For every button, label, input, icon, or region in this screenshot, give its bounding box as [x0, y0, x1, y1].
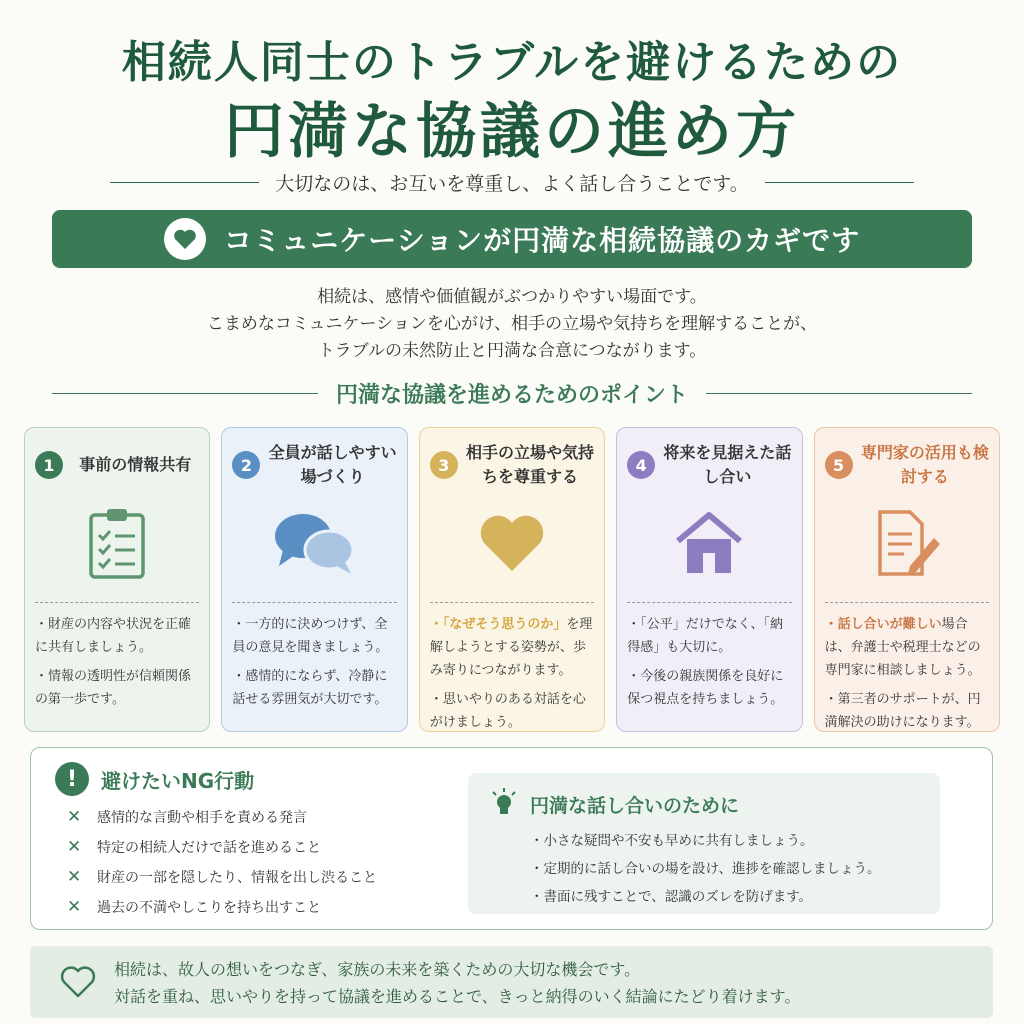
ng-item: ✕ 過去の不満やしこりを持ち出すこと [67, 897, 321, 917]
footer-line: 対話を重ね、思いやりを持って協議を進めることで、きっと納得のいく結論にたどり着けます。 [114, 987, 801, 1006]
heart-icon [164, 218, 206, 260]
exclamation-icon: ! [55, 762, 89, 796]
divider [706, 393, 972, 394]
point-number: 2 [232, 451, 260, 479]
point-bullet: ・「公平」だけでなく、「納得感」も大切に。 [627, 617, 783, 655]
point-card-1 [24, 427, 210, 732]
ng-title: 避けたいNG行動 [101, 768, 255, 793]
intro-text [0, 284, 1024, 365]
point-bullet: ・第三者のサポートが、円満解決の助けになります。 [824, 692, 981, 730]
point-bullet: ・財産の内容や状況を正確に共有しましょう。 [35, 617, 192, 655]
heart-icon [430, 498, 594, 588]
subtitle-row [110, 170, 914, 194]
ng-item: ✕ 財産の一部を隠したり、情報を出し渋ること [67, 867, 377, 887]
point-number: 1 [35, 451, 63, 479]
house-icon [627, 498, 791, 588]
speech-bubbles-icon [232, 498, 396, 588]
divider [35, 602, 199, 603]
cross-icon: ✕ [67, 897, 82, 917]
document-pen-icon [825, 498, 989, 588]
divider [52, 393, 318, 394]
clipboard-checklist-icon [35, 498, 199, 588]
page-title-line1: 相続人同士のトラブルを避けるための [121, 37, 903, 88]
tip-item: ・定期的に話し合いの場を設け、進捗を確認しましょう。 [530, 861, 881, 877]
point-card-5 [814, 427, 1000, 732]
point-card-2 [221, 427, 407, 732]
ng-actions-box [30, 747, 993, 930]
point-title: 将来を見据えた話し合い [663, 443, 792, 486]
ng-list [67, 802, 377, 922]
tip-item: ・小さな疑問や不安も早めに共有しましょう。 [530, 833, 814, 849]
ng-item: ✕ 感情的な言動や相手を責める発言 [67, 807, 307, 827]
tips-list [530, 825, 880, 909]
point-bullet: ・今後の親族関係を良好に保つ視点を持ちましょう。 [627, 669, 784, 707]
intro-line: こまめなコミュニケーションを心がけ、相手の立場や気持ちを理解することが、 [206, 314, 818, 334]
cross-icon: ✕ [67, 807, 82, 827]
point-card-4 [616, 427, 802, 732]
section-title: 円満な協議を進めるためのポイント [336, 382, 689, 408]
heart-outline-icon [60, 966, 96, 1002]
tips-box [468, 773, 940, 914]
lightbulb-icon [490, 787, 518, 821]
section-heading-row [52, 378, 972, 408]
divider [232, 602, 396, 603]
point-number: 4 [627, 451, 655, 479]
point-title: 専門家の活用も検討する [860, 443, 989, 486]
point-number: 5 [825, 451, 853, 479]
subtitle: 大切なのは、お互いを尊重し、よく話し合うことです。 [275, 172, 749, 195]
point-bullet: ・話し合いが難しい場合は、弁護士や税理士などの専門家に相談しましょう。 [824, 617, 981, 678]
point-bullet: ・「なぜそう思うのか」を理解しようとする姿勢が、歩み寄りにつながります。 [429, 617, 593, 678]
divider [430, 602, 594, 603]
intro-line: 相続は、感情や価値観がぶつかりやすい場面です。 [317, 287, 707, 307]
point-card-3 [419, 427, 605, 732]
points-cards [24, 427, 1000, 732]
divider [110, 182, 259, 183]
point-title: 全員が話しやすい場づくり [268, 443, 397, 486]
cross-icon: ✕ [67, 837, 82, 857]
point-bullet: ・感情的にならず、冷静に話せる雰囲気が大切です。 [232, 669, 388, 707]
point-bullet: ・一方的に決めつけず、全員の意見を聞きましょう。 [232, 617, 389, 655]
divider [627, 602, 791, 603]
page-title-line2: 円満な協議の進め方 [224, 97, 800, 167]
ng-item: ✕ 特定の相続人だけで話を進めること [67, 837, 321, 857]
point-title: 事前の情報共有 [79, 455, 192, 474]
footer-message [30, 946, 993, 1018]
banner-text: コミュニケーションが円満な相続協議のカギです [223, 224, 861, 257]
divider [825, 602, 989, 603]
key-banner [52, 210, 972, 268]
point-title: 相手の立場や気持ちを尊重する [466, 443, 595, 486]
footer-line: 相続は、故人の想いをつなぎ、家族の未来を築くための大切な機会です。 [114, 960, 641, 979]
point-bullet: ・情報の透明性が信頼関係の第一歩です。 [35, 669, 192, 707]
tips-title: 円満な話し合いのために [530, 794, 740, 817]
point-bullet: ・思いやりのある対話を心がけましょう。 [429, 692, 586, 730]
divider [765, 182, 914, 183]
intro-line: トラブルの未然防止と円満な合意につながります。 [317, 341, 707, 361]
tip-item: ・書面に残すことで、認識のズレを防げます。 [530, 889, 813, 905]
cross-icon: ✕ [67, 867, 82, 887]
point-number: 3 [430, 451, 458, 479]
